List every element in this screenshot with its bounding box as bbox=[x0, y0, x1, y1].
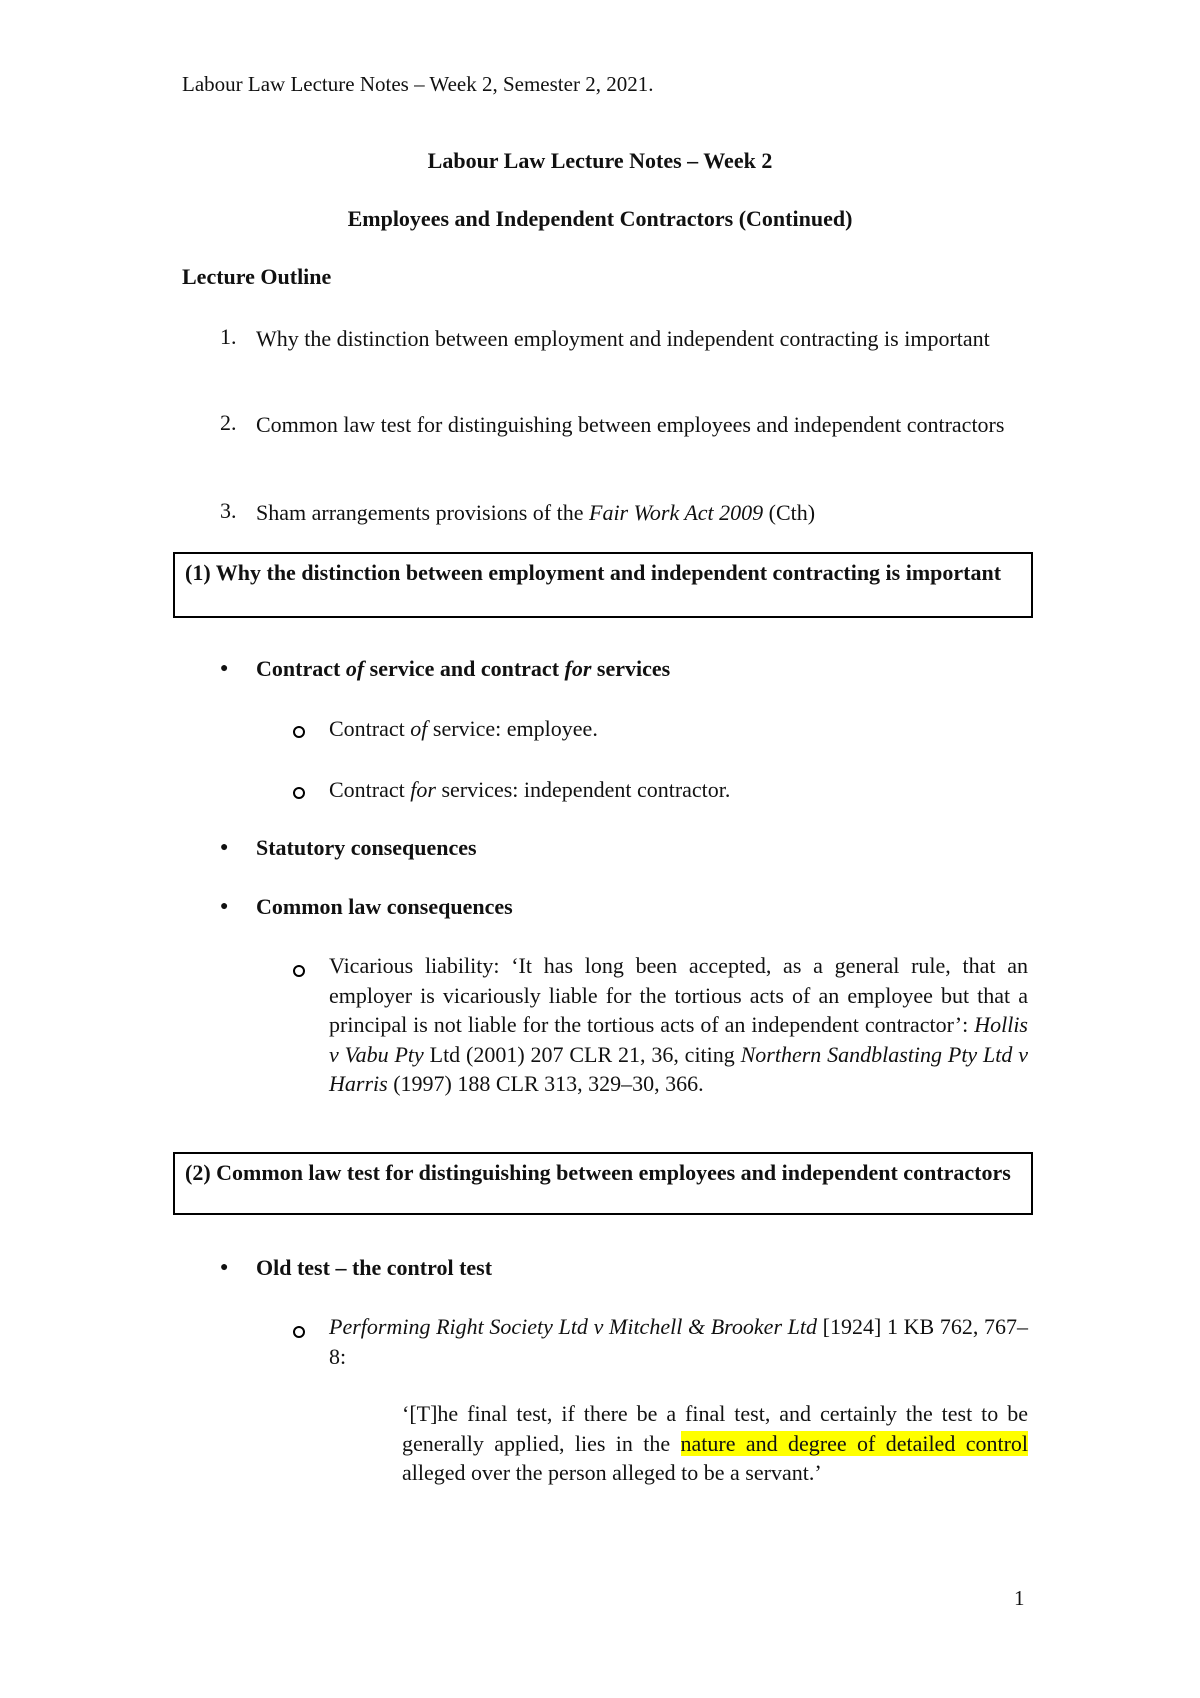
ring-bullet-icon bbox=[293, 1326, 305, 1338]
bullet-control-test: Old test – the control test bbox=[256, 1255, 493, 1280]
bullet-icon: ● bbox=[220, 840, 229, 855]
case-reference: Performing Right Society Ltd v Mitchell & Brooker Ltd [1924] 1 KB 762, 767–8: bbox=[329, 1314, 1028, 1369]
bullet-icon: ● bbox=[220, 899, 229, 914]
outline-item-1: Why the distinction between employment and independent contracting is important bbox=[256, 326, 990, 351]
document-subtitle: Employees and Independent Contractors (Continued) bbox=[347, 206, 853, 231]
ring-bullet-icon bbox=[293, 965, 305, 977]
bullet-icon: ● bbox=[220, 1260, 229, 1275]
outline-item-2: Common law test for distinguishing between employees and independent contractors bbox=[256, 412, 1005, 437]
sub-contract-of-service: Contract of service: employee. bbox=[329, 716, 598, 741]
quoted-passage: ‘[T]he final test, if there be a final test, and certainly the test to be generally applied, lies in the nature and degree of detailed control alleged over the person alleged to be a servant.’ bbox=[402, 1401, 1029, 1485]
bullet-statutory-consequences: Statutory consequences bbox=[256, 835, 477, 860]
highlighted-text: nature and degree of detailed control bbox=[680, 1430, 1029, 1456]
vicarious-liability-paragraph: Vicarious liability: ‘It has long been accepted, as a general rule, that an employer is vicariously liable for the tortious acts of an employee but that a principal is not liable for the tortious acts of an independent contractor’: Hollis v Vabu Pty Ltd (2001) 207 CLR 21, 36, citing Northern Sandblasting Pty Ltd v Harris (1997) 188 CLR 313, 329–30, 366. bbox=[329, 953, 1028, 1096]
bullet-common-law-consequences: Common law consequences bbox=[256, 894, 513, 919]
document-title: Labour Law Lecture Notes – Week 2 bbox=[427, 148, 773, 173]
ring-bullet-icon bbox=[293, 726, 305, 738]
page-number: 1 bbox=[1014, 1586, 1025, 1610]
case-citation: Northern Sandblasting Pty Ltd v Harris bbox=[329, 1041, 1028, 1096]
case-name: Performing Right Society Ltd v Mitchell & Brooker Ltd bbox=[329, 1314, 818, 1339]
bullet-contract-of-service: Contract of service and contract for services bbox=[256, 656, 671, 681]
outline-heading: Lecture Outline bbox=[182, 264, 332, 289]
case-citation: Hollis v Vabu Pty bbox=[329, 1012, 1028, 1067]
running-header: Labour Law Lecture Notes – Week 2, Semester 2, 2021. bbox=[182, 72, 654, 96]
section-1-heading: (1) Why the distinction between employment and independent contracting is important bbox=[173, 552, 1033, 618]
outline-number: 3. bbox=[220, 498, 237, 523]
bullet-icon: ● bbox=[220, 661, 229, 676]
outline-number: 2. bbox=[220, 410, 237, 435]
sub-contract-for-services: Contract for services: independent contractor. bbox=[329, 777, 731, 802]
ring-bullet-icon bbox=[293, 787, 305, 799]
outline-item-3: Sham arrangements provisions of the Fair Work Act 2009 (Cth) bbox=[256, 500, 816, 525]
act-title: Fair Work Act 2009 bbox=[589, 500, 764, 525]
outline-number: 1. bbox=[220, 324, 237, 349]
section-2-heading: (2) Common law test for distinguishing between employees and independent contractors bbox=[173, 1152, 1033, 1215]
